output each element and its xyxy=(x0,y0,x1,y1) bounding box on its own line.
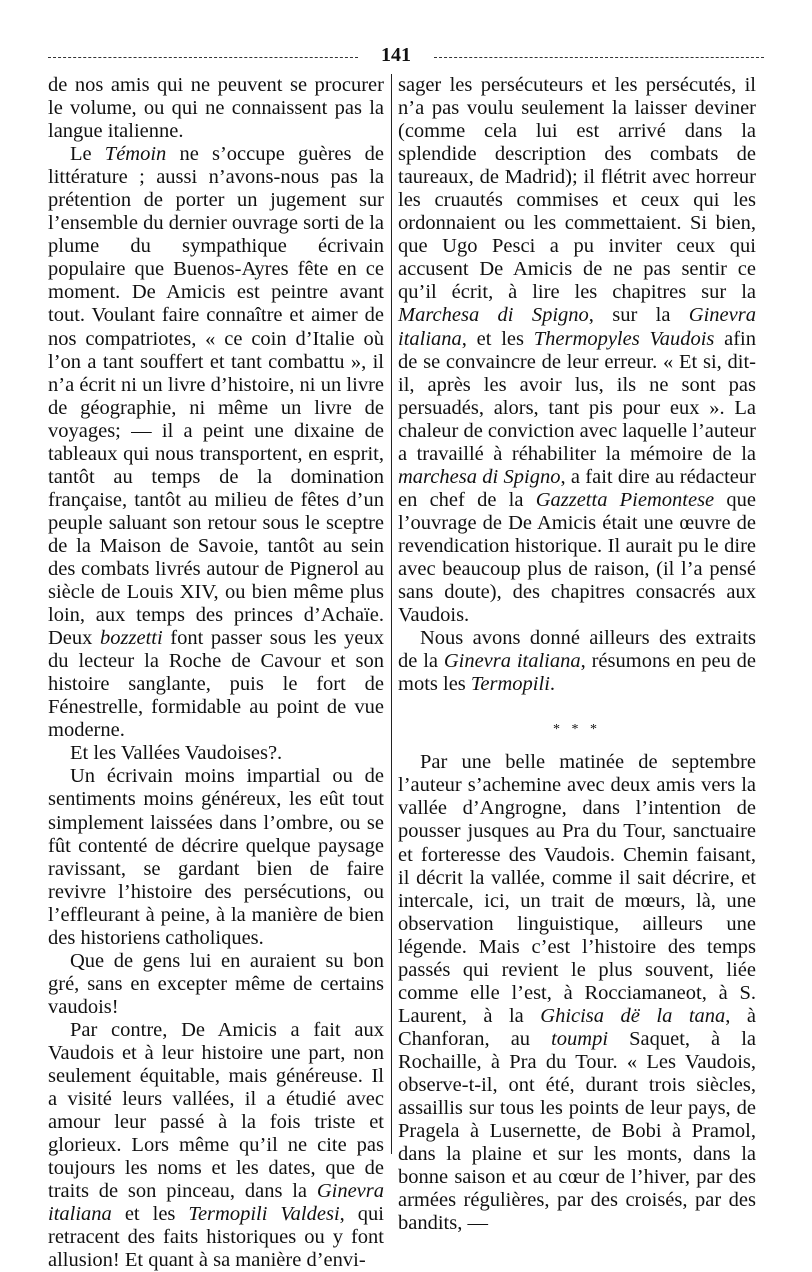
left-paragraph-5: Que de gens lui en auraient su bon gré, sans en excepter même de certains vaudois! xyxy=(48,949,384,1018)
text-run: , qui retracent des faits historiques ou y font allusion! Et quant à sa manière d’envi- xyxy=(48,1203,384,1272)
right-paragraph-1 xyxy=(398,74,756,627)
left-paragraph-2 xyxy=(48,143,384,742)
italic-term: bozzetti xyxy=(100,627,163,650)
left-paragraph-1: de nos amis qui ne peuvent se procurer le volume, ou qui ne connaissent pas la langue italienne. xyxy=(48,74,384,143)
book-title: Ginevra italiana xyxy=(398,304,756,350)
column-divider xyxy=(391,74,392,1154)
text-run: , a fait dire au rédacteur en chef de la xyxy=(398,465,756,511)
journal-title: Témoin xyxy=(104,143,167,166)
page-header xyxy=(48,44,764,70)
right-paragraph-3 xyxy=(398,751,756,1235)
text-run: Par contre, De Amicis a fait aux Vaudois et à leur histoire une part, non seulement équitable, mais généreuse. Il a visité leurs vallées, il a étudié avec amour leur passé à la fois triste et glorieux. Lors même qu’il ne cite pas toujours les noms et les dates, que de traits de son pinceau, dans la xyxy=(48,1018,384,1203)
book-title: marchesa di Spigno xyxy=(398,465,561,488)
left-column xyxy=(48,74,384,1272)
header-rule-right xyxy=(434,57,764,58)
left-paragraph-6 xyxy=(48,1019,384,1272)
book-title: Marchesa di Spigno xyxy=(398,304,589,327)
text-run: , à Chanforan, au xyxy=(398,1004,757,1050)
header-rule-left xyxy=(48,57,358,58)
section-gap xyxy=(398,696,756,712)
right-paragraph-2 xyxy=(398,627,756,696)
section-separator: * * * xyxy=(553,722,601,738)
text-run: . xyxy=(549,673,556,696)
book-title: Termopili Valdesi xyxy=(188,1203,340,1226)
text-run: afin de se convaincre de leur erreur. « Et si, dit-il, après les avoir lus, ils ne sont pas persuadés, alors, tant pis pour eux ». La chaleur de conviction avec laquelle l’auteur a travaillé à réhabiliter la mémoire de la xyxy=(398,327,757,465)
left-paragraph-3: Et les Vallées Vaudoises?. xyxy=(70,742,283,765)
text-run: Le xyxy=(70,143,105,166)
newspaper-title: Gazzetta Piemontese xyxy=(535,488,715,511)
text-run: Saquet, à la Rochaille, à Pra du Tour. « Les Vaudois, observe-t-il, ont été, durant trois siècles, assaillis sur tous les points de leur pays, de Pragela à Lusernette, de Bobi à Pramol, dans la plaine et sur les monts, dans la bonne saison et au cœur de l’hiver, par des armées régulières, par des croisés, par des bandits, — xyxy=(398,1027,756,1235)
book-title: Termopili xyxy=(470,673,550,696)
text-run: que l’ouvrage de De Amicis était une œuvre de revendication historique. Il aurait pu le dire avec beaucoup plus de raison, (il l’a pensé sans doute), des chapitres consacrés aux Vaudois. xyxy=(398,488,756,627)
book-title: Thermopyles Vaudois xyxy=(533,327,715,350)
italic-term: toumpi xyxy=(551,1027,609,1050)
page-number: 141 xyxy=(381,44,411,66)
book-title: Ginevra italiana xyxy=(443,650,581,673)
left-paragraph-4: Un écrivain moins impartial ou de sentiments moins généreux, les eût tout simplement laissées dans l’ombre, ou se fût contenté de décrire quelque paysage ravissant, se gardant bien de faire revivre l’histoire des persécutions, ou l’effleurant à peine, à la manière de bien des historiens catholiques. xyxy=(48,765,384,949)
text-run: Par une belle matinée de septembre l’auteur s’achemine avec deux amis vers la vallée d’Angrogne, dans l’intention de pousser jusques au Pra du Tour, sanctuaire et forteresse des Vaudois. Chemin faisant, il décrit la vallée, comme il sait décrire, et intercale, ici, un trait de mœurs, là, une observation linguistique, ailleurs une légende. Mais c’est l’histoire des temps passés qui revient le plus souvent, liée comme elle l’est, à Rocciamaneot, à S. Laurent, à la xyxy=(398,751,756,1027)
place-name: Ghicisa dë la tana xyxy=(540,1004,726,1027)
text-run: ne s’occupe guères de littérature ; aussi n’avons-nous pas la prétention de porter un jugement sur l’ensemble du dernier ouvrage sorti de la plume du sympathique écrivain populaire que Buenos-Ayres fête en ce moment. De Amicis est peintre avant tout. Voulant faire connaître et aimer de nos compatriotes, « ce coin d’Italie où l’on a tant souffert et tant combattu », il n’a écrit ni un livre d’histoire, ni un livre de géographie, ni même un livre de voyages; — il a peint une dixaine de tableaux qui nous transportent, en esprit, tantôt au temps de la domination française, tantôt au milieu de fêtes d’un peuple saluant son retour sous le sceptre de la Maison de Savoie, tantôt au sein des combats livrés autour de Pignerol au siècle de Louis XIV, ou bien même plus loin, aux temps des princes d’Achaïe. Deux xyxy=(48,143,384,650)
text-run: Nous avons donné ailleurs des extraits de la xyxy=(398,627,756,673)
book-title: Ginevra italiana xyxy=(48,1180,384,1226)
text-run: et les xyxy=(111,1203,189,1226)
text-run: , et les xyxy=(461,327,534,350)
text-run: , sur la xyxy=(588,304,689,327)
text-run: sager les persécuteurs et les persécutés, il n’a pas voulu seulement la laisser deviner (comme cela lui est arrivé dans la splendide description des combats de taureaux, de Madrid); il flétrit avec horreur les cruautés commises et ceux qui les ordonnaient ou les commettaient. Si bien, que Ugo Pesci a pu inviter ceux qui accusent De Amicis de ne pas sentir ce qu’il écrit, à lire les chapitres sur la xyxy=(398,74,756,304)
right-column xyxy=(398,74,756,1235)
text-run: font passer sous les yeux du lecteur la Roche de Cavour et son histoire sanglante, puis le fort de Fénestrelle, formidable au point de vue moderne. xyxy=(48,627,384,742)
text-run: , résumons en peu de mots les xyxy=(398,650,756,696)
